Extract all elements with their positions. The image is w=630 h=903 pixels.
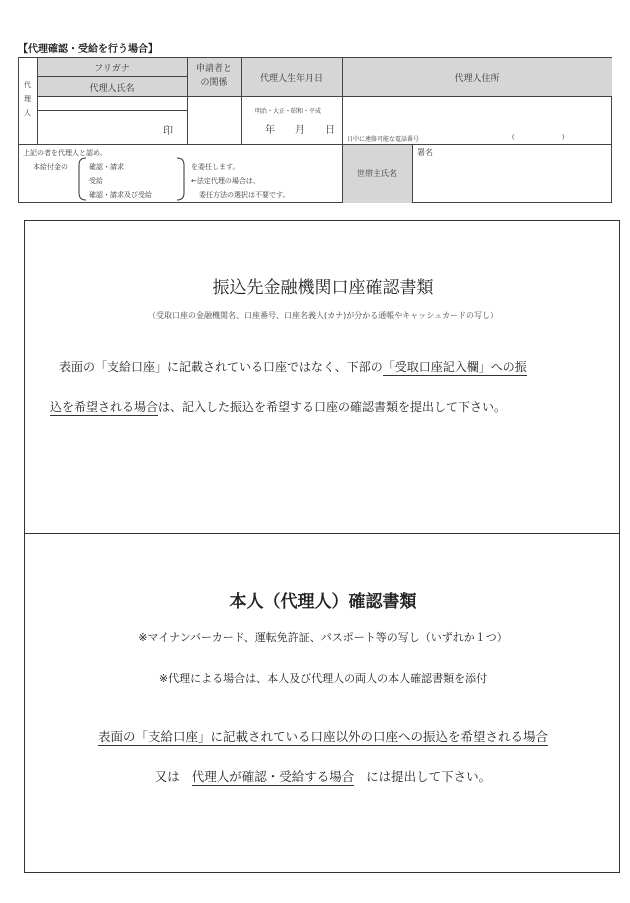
- householder-label: 世帯主氏名: [357, 169, 397, 178]
- box2-line2-underlined: 代理人が確認・受給する場合: [191, 769, 355, 784]
- box1-line2-text: は、記入した振込を希望する口座の確認書類を提出して下さい。: [158, 400, 507, 414]
- relation-label: 申請者と の関係: [195, 64, 232, 88]
- identity-documents-box: [24, 533, 620, 873]
- box1-line1-underlined: 「受取口座記入欄」への振: [382, 360, 527, 374]
- box1-line2: [50, 398, 506, 415]
- phone-paren-close: ): [562, 134, 565, 141]
- box1-line1: [59, 358, 527, 375]
- side-label-1: 代: [24, 81, 31, 89]
- era-options: 明治・大正・昭和・平成: [255, 108, 322, 115]
- birth-label: 代理人生年月日: [259, 74, 323, 84]
- furigana-label: フリガナ: [94, 64, 130, 74]
- box2-line1-underlined: 表面の「支給口座」に記載されている口座以外の口座への振込を希望される場合: [97, 729, 548, 744]
- box2-line2-suffix: には提出して下さい。: [366, 769, 492, 784]
- right-bracket-icon: [176, 157, 186, 201]
- month-label: 月: [295, 125, 305, 136]
- year-label: 年: [265, 125, 275, 136]
- box1-line1-text: 表面の「支給口座」に記載されている口座ではなく、下部の: [59, 360, 383, 374]
- side-label-2: 理: [24, 95, 31, 103]
- seal-mark: 印: [163, 126, 173, 137]
- phone-label: 日中に連絡可能な電話番号: [347, 136, 420, 143]
- name-label: 代理人氏名: [89, 84, 135, 94]
- option-receive[interactable]: 受給: [89, 177, 103, 185]
- legal-note-1: ←法定代理の場合は、: [191, 177, 260, 185]
- option-confirm-claim[interactable]: 確認・請求: [89, 163, 124, 171]
- legal-note-2: 委任方法の選択は不要です。: [199, 191, 290, 199]
- option-confirm-claim-receive[interactable]: 確認・請求及び受給: [89, 191, 152, 199]
- delegation-lead: 本給付金の: [33, 163, 68, 171]
- box2-note1: ※マイナンバーカード、運転免許証、パスポート等の写し（いずれか１つ）: [138, 631, 508, 644]
- box1-subtitle: （受取口座の金融機関名、口座番号、口座名義人(カナ)が分かる通帳やキャッシュカードの写し）: [147, 311, 499, 320]
- side-label-3: 人: [24, 109, 31, 117]
- address-label: 代理人住所: [454, 74, 500, 84]
- box2-note2: ※代理による場合は、本人及び代理人の両人の本人確認書類を添付: [158, 672, 488, 685]
- bank-account-documents-box: [24, 220, 620, 534]
- left-bracket-icon: [77, 157, 87, 201]
- box1-title: 振込先金融機関口座確認書類: [212, 278, 434, 298]
- entrust-text: を委任します。: [191, 163, 240, 171]
- box2-title: 本人（代理人）確認書類: [229, 592, 417, 612]
- phone-paren-open: (: [512, 134, 515, 141]
- day-label: 日: [325, 125, 335, 136]
- signature-label: 署名: [417, 148, 433, 157]
- proxy-table: [18, 57, 612, 203]
- box2-line2-prefix: 又は: [154, 769, 180, 784]
- box2-line1: [25, 727, 621, 745]
- box1-line2-underlined: 込を希望される場合: [50, 400, 159, 414]
- box2-line2: [25, 767, 621, 785]
- section-header: 【代理確認・受給を行う場合】: [18, 44, 158, 55]
- delegation-intro: 上記の者を代理人と認め、: [23, 149, 107, 157]
